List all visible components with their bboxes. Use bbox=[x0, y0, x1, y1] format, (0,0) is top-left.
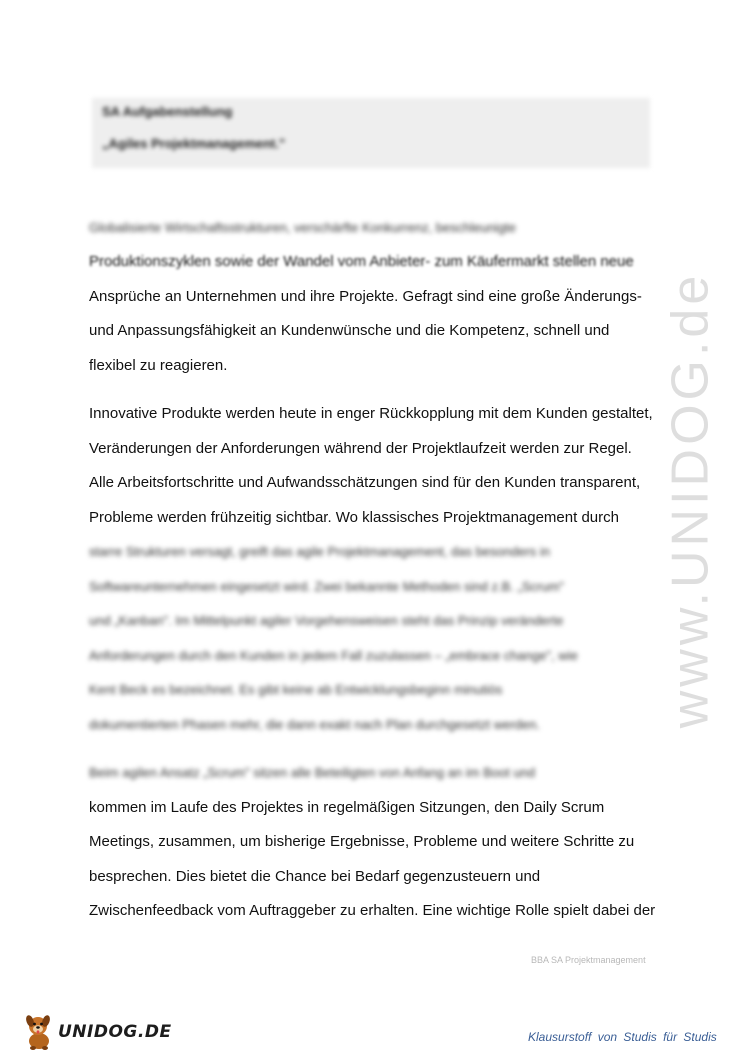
text-line: Beim agilen Ansatz „Scrum" sitzen alle Beteiligten von Anfang an im Boot und bbox=[89, 765, 536, 780]
logo-text: UNIDOG.DE bbox=[58, 1022, 172, 1042]
text-line: dokumentierten Phasen mehr, die dann exakt nach Plan durchgesetzt werden. bbox=[89, 717, 540, 732]
text-line: Ansprüche an Unternehmen und ihre Projekte. Gefragt sind eine große Änderungs- bbox=[89, 288, 642, 305]
watermark-text: www.UNIDOG.de bbox=[661, 271, 719, 729]
text-line: besprechen. Dies bietet die Chance bei Bedarf gegenzusteuern und bbox=[89, 868, 541, 885]
text-line: Alle Arbeitsfortschritte und Aufwandsschätzungen sind für den Kunden transparent, bbox=[89, 474, 641, 491]
document-subtitle: SA Aufgabenstellung bbox=[102, 104, 233, 119]
site-footer: Klausurstoff von Studis für Studis bbox=[528, 1030, 717, 1044]
text-line: Innovative Produkte werden heute in enger Rückkopplung mit dem Kunden gestaltet, bbox=[89, 405, 653, 422]
unidog-logo[interactable] bbox=[22, 1012, 172, 1052]
text-line: Zwischenfeedback vom Auftraggeber zu erhalten. Eine wichtige Rolle spielt dabei der bbox=[89, 902, 656, 919]
text-line: flexibel zu reagieren. bbox=[89, 357, 228, 374]
title-box bbox=[92, 98, 650, 168]
text-line: Softwareunternehmen eingesetzt wird. Zwei bekannte Methoden sind z.B. „Scrum" bbox=[89, 579, 565, 594]
text-line: Produktionszyklen sowie der Wandel vom Anbieter- zum Käufermarkt stellen neue bbox=[89, 253, 634, 270]
text-line: starre Strukturen versagt, greift das agile Projektmanagement, das besonders in bbox=[89, 544, 551, 559]
page-footer: BBA SA Projektmanagement bbox=[531, 955, 646, 965]
text-line: Globalisierte Wirtschaftsstrukturen, verschärfte Konkurrenz, beschleunigte bbox=[89, 220, 517, 235]
text-line: und Anpassungsfähigkeit an Kundenwünsche und die Kompetenz, schnell und bbox=[89, 322, 610, 339]
dog-mascot-icon bbox=[22, 1012, 56, 1052]
text-line: und „Kanban". Im Mittelpunkt agiler Vorgehensweisen steht das Prinzip veränderte bbox=[89, 613, 564, 628]
watermark bbox=[660, 270, 720, 730]
text-line: Veränderungen der Anforderungen während der Projektlaufzeit werden zur Regel. bbox=[89, 440, 632, 457]
document-title: „Agiles Projektmanagement." bbox=[102, 136, 286, 151]
text-line: Probleme werden frühzeitig sichtbar. Wo klassisches Projektmanagement durch bbox=[89, 509, 619, 526]
text-line: Kent Beck es bezeichnet. Es gibt keine ab Entwicklungsbeginn minutiös bbox=[89, 682, 503, 697]
text-line: Anforderungen durch den Kunden in jedem Fall zuzulassen – „embrace change", wie bbox=[89, 648, 578, 663]
text-line: Meetings, zusammen, um bisherige Ergebnisse, Probleme und weitere Schritte zu bbox=[89, 833, 635, 850]
text-line: kommen im Laufe des Projektes in regelmäßigen Sitzungen, den Daily Scrum bbox=[89, 799, 605, 816]
